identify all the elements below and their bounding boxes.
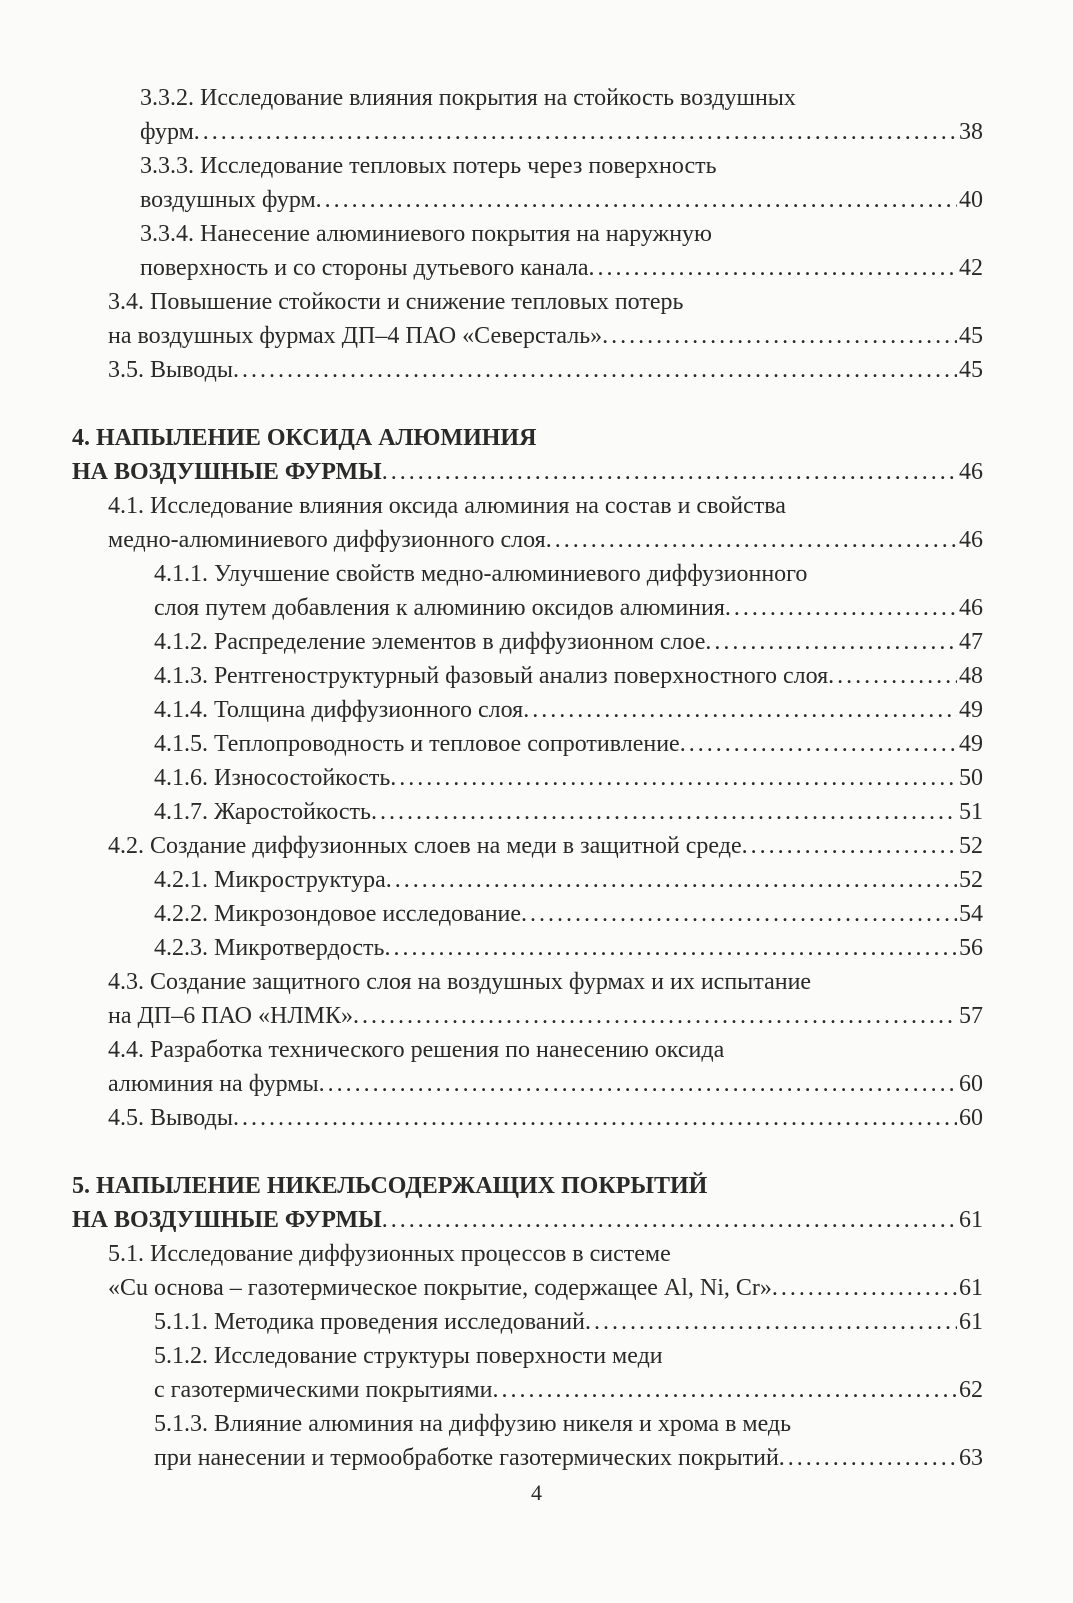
toc-page-number: 57 <box>959 1003 983 1029</box>
toc-entry-title: 5.1.3. Влияние алюминия на диффузию никеля и хрома в медь <box>154 1411 792 1437</box>
toc-entry-title: 4.2.2. Микрозондовое исследование <box>154 901 522 927</box>
toc-page-number: 47 <box>959 629 983 655</box>
dot-leader <box>386 863 957 897</box>
toc-page-number: 61 <box>959 1207 983 1233</box>
toc-entry-4-1-3[interactable] <box>154 659 983 693</box>
toc-entry-4-1-2[interactable] <box>154 625 983 659</box>
dot-leader <box>602 319 957 353</box>
page-number: 4 <box>531 1480 542 1505</box>
dot-leader <box>353 999 957 1033</box>
toc-entry-title-cont: слоя путем добавления к алюминию оксидов алюминия <box>154 595 725 621</box>
toc-page-number: 52 <box>959 833 983 859</box>
toc-entry-4-1-5[interactable] <box>154 727 983 761</box>
toc-entry-4-2-3[interactable] <box>154 931 983 965</box>
toc-page-number: 38 <box>959 119 983 145</box>
toc-entry-title: 3.5. Выводы <box>108 357 233 383</box>
dot-leader <box>382 1203 957 1237</box>
toc-chapter-title: 4. НАПЫЛЕНИЕ ОКСИДА АЛЮМИНИЯ <box>72 425 537 451</box>
toc-entry-title: 3.3.2. Исследование влияния покрытия на стойкость воздушных <box>140 85 796 111</box>
toc-page-number: 62 <box>959 1377 983 1403</box>
dot-leader <box>316 183 957 217</box>
toc-entry-title: 3.3.3. Исследование тепловых потерь через поверхность <box>140 153 717 179</box>
toc-entry-title-cont: фурм <box>140 119 194 145</box>
toc-entry-title-cont: при нанесении и термообработке газотермических покрытий <box>154 1445 779 1471</box>
toc-entry-5-1-3[interactable] <box>154 1407 983 1475</box>
dot-leader <box>390 761 957 795</box>
toc-entry-title: 4.5. Выводы <box>108 1105 233 1131</box>
toc-entry-title: 5.1. Исследование диффузионных процессов в системе <box>108 1241 671 1267</box>
toc-page-number: 61 <box>959 1309 983 1335</box>
toc-chapter-title-cont: НА ВОЗДУШНЫЕ ФУРМЫ <box>72 1207 382 1233</box>
dot-leader <box>233 1101 957 1135</box>
toc-entry-title: 4.1.4. Толщина диффузионного слоя <box>154 697 524 723</box>
toc-entry-title: 4.2.3. Микротвердость <box>154 935 385 961</box>
toc-entry-4-1-1[interactable] <box>154 557 983 625</box>
toc-page-number: 45 <box>959 357 983 383</box>
toc-page-number: 49 <box>959 697 983 723</box>
toc-entry-4-1-7[interactable] <box>154 795 983 829</box>
toc-chapter-5[interactable] <box>72 1169 983 1237</box>
toc-entry-title-cont: на воздушных фурмах ДП–4 ПАО «Северсталь» <box>108 323 603 349</box>
toc-entry-title-cont: воздушных фурм <box>140 187 316 213</box>
dot-leader <box>585 1305 957 1339</box>
toc-entry-title: 4.1.2. Распределение элементов в диффузионном слое <box>154 629 706 655</box>
toc-entry-3-3-4[interactable] <box>140 217 983 285</box>
toc-page-number: 63 <box>959 1445 983 1471</box>
toc-page-number: 42 <box>959 255 983 281</box>
toc-page-number: 52 <box>959 867 983 893</box>
dot-leader <box>319 1067 957 1101</box>
dot-leader <box>680 727 957 761</box>
dot-leader <box>779 1441 957 1475</box>
toc-entry-title: 3.4. Повышение стойкости и снижение тепловых потерь <box>108 289 684 315</box>
toc-entry-title-cont: поверхность и со стороны дутьевого канала <box>140 255 589 281</box>
toc-entry-3-3-3[interactable] <box>140 149 983 217</box>
toc-page-number: 50 <box>959 765 983 791</box>
toc-entry-title: 4.4. Разработка технического решения по нанесению оксида <box>108 1037 725 1063</box>
toc-entry-4-5[interactable] <box>108 1101 983 1135</box>
toc-page-number: 61 <box>959 1275 983 1301</box>
toc-entry-title: 4.2.1. Микроструктура <box>154 867 386 893</box>
toc-entry-title: 3.3.4. Нанесение алюминиевого покрытия на наружную <box>140 221 712 247</box>
toc-entry-title: 4.1.3. Рентгеноструктурный фазовый анализ поверхностного слоя <box>154 663 829 689</box>
toc-page-number: 54 <box>959 901 983 927</box>
toc-page-number: 60 <box>959 1071 983 1097</box>
toc-entry-3-5[interactable] <box>108 353 983 387</box>
toc-page-number: 40 <box>959 187 983 213</box>
toc-entry-5-1-1[interactable] <box>154 1305 983 1339</box>
toc-entry-title: 5.1.1. Методика проведения исследований <box>154 1309 585 1335</box>
dot-leader <box>725 591 957 625</box>
toc-entry-3-3-2[interactable] <box>140 81 983 149</box>
toc-page-number: 45 <box>959 323 983 349</box>
toc-entry-title: 4.1.7. Жаростойкость <box>154 799 371 825</box>
toc-entry-4-2-1[interactable] <box>154 863 983 897</box>
toc-entry-title: 5.1.2. Исследование структуры поверхности меди <box>154 1343 663 1369</box>
toc-entry-title: 4.1.1. Улучшение свойств медно-алюминиевого диффузионного <box>154 561 808 587</box>
toc-page-number: 46 <box>959 595 983 621</box>
toc-entry-title: 4.3. Создание защитного слоя на воздушных фурмах и их испытание <box>108 969 812 995</box>
toc-entry-4-3[interactable] <box>108 965 983 1033</box>
toc-entry-title-cont: с газотермическими покрытиями <box>154 1377 493 1403</box>
dot-leader <box>546 523 957 557</box>
toc-entry-4-2-2[interactable] <box>154 897 983 931</box>
toc-entry-4-1[interactable] <box>108 489 983 557</box>
toc-chapter-title: 5. НАПЫЛЕНИЕ НИКЕЛЬСОДЕРЖАЩИХ ПОКРЫТИЙ <box>72 1173 708 1199</box>
dot-leader <box>493 1373 957 1407</box>
dot-leader <box>772 1271 957 1305</box>
toc-entry-3-4[interactable] <box>108 285 983 353</box>
dot-leader <box>384 931 957 965</box>
dot-leader <box>589 251 958 285</box>
dot-leader <box>828 659 957 693</box>
dot-leader <box>194 115 957 149</box>
toc-chapter-4[interactable] <box>72 421 983 489</box>
toc-entry-4-4[interactable] <box>108 1033 983 1101</box>
dot-leader <box>521 897 957 931</box>
toc-page-number: 46 <box>959 527 983 553</box>
toc-entry-title-cont: медно-алюминиевого диффузионного слоя <box>108 527 546 553</box>
dot-leader <box>382 455 957 489</box>
toc-entry-4-1-6[interactable] <box>154 761 983 795</box>
dot-leader <box>371 795 957 829</box>
toc-entry-4-2[interactable] <box>108 829 983 863</box>
toc-entry-title: 4.1. Исследование влияния оксида алюминия на состав и свойства <box>108 493 786 519</box>
toc-page-number: 60 <box>959 1105 983 1131</box>
toc-entry-title-cont: алюминия на фурмы <box>108 1071 319 1097</box>
toc-entry-4-1-4[interactable] <box>154 693 983 727</box>
toc-entry-5-1-2[interactable] <box>154 1339 983 1407</box>
dot-leader <box>705 625 957 659</box>
toc-page-number: 51 <box>959 799 983 825</box>
toc-page-number: 56 <box>959 935 983 961</box>
toc-entry-title: 4.2. Создание диффузионных слоев на меди в защитной среде <box>108 833 742 859</box>
toc-entry-title: 4.1.6. Износостойкость <box>154 765 391 791</box>
toc-page-number: 48 <box>959 663 983 689</box>
toc-chapter-title-cont: НА ВОЗДУШНЫЕ ФУРМЫ <box>72 459 382 485</box>
toc-entry-title-cont: на ДП–6 ПАО «НЛМК» <box>108 1003 353 1029</box>
toc-page-number: 46 <box>959 459 983 485</box>
toc-entry-5-1[interactable] <box>108 1237 983 1305</box>
dot-leader <box>523 693 957 727</box>
toc-entry-title: 4.1.5. Теплопроводность и тепловое сопротивление <box>154 731 680 757</box>
dot-leader <box>233 353 957 387</box>
toc-page-number: 49 <box>959 731 983 757</box>
toc-entry-title-cont: «Cu основа – газотермическое покрытие, содержащее Al, Ni, Cr» <box>108 1275 772 1301</box>
dot-leader <box>742 829 957 863</box>
